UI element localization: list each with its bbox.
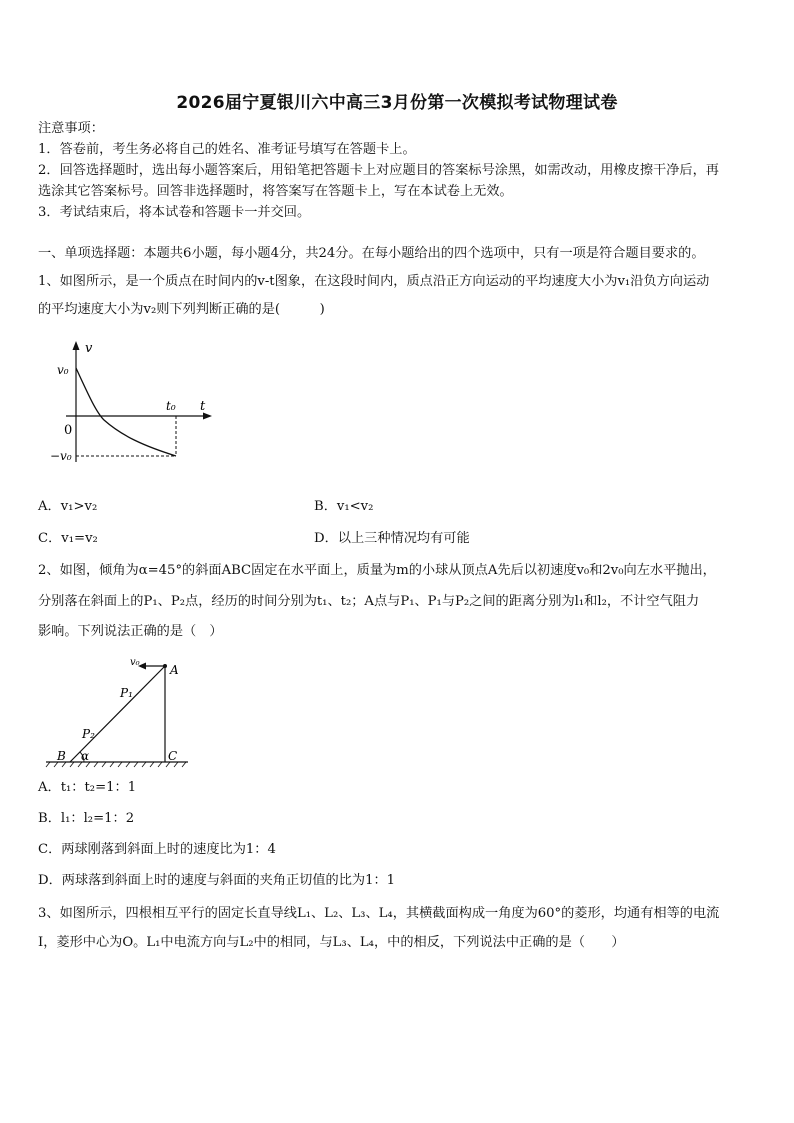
notice-item: 1．答卷前，考生务必将自己的姓名、准考证号填写在答题卡上。 xyxy=(38,142,416,157)
q1-option-a[interactable]: A．v₁>v₂ xyxy=(38,499,98,514)
t0-label: t₀ xyxy=(166,399,176,413)
q2-stem: 影响。下列说法正确的是（ ） xyxy=(38,624,223,639)
q2-option-a[interactable]: A．t₁：t₂=1：1 xyxy=(38,780,137,795)
q3-stem: 3、如图所示，四根相互平行的固定长直导线L₁、L₂、L₃、L₄，其横截面构成一角度为60°的菱形，均通有相等的电流 xyxy=(38,906,720,921)
alpha-label: α xyxy=(81,749,90,763)
q1-option-b[interactable]: B．v₁<v₂ xyxy=(314,499,374,514)
v-axis-label: v xyxy=(85,341,93,356)
q2-option-d[interactable]: D．两球落到斜面上时的速度与斜面的夹角正切值的比为1：1 xyxy=(38,873,396,888)
origin-label: 0 xyxy=(64,423,73,438)
q1-vt-graph xyxy=(48,338,228,470)
point-a-label: A xyxy=(170,663,179,677)
q1-option-c[interactable]: C．v₁=v₂ xyxy=(38,531,98,546)
point-c-label: C xyxy=(168,749,178,763)
q1-stem: 1、如图所示，是一个质点在时间内的v-t图象，在这段时间内，质点沿正方向运动的平均速度大小为v₁沿负方向运动 xyxy=(38,274,710,289)
q1-stem: 的平均速度大小为v₂则下列判断正确的是( ) xyxy=(38,302,325,317)
vt-curve xyxy=(76,368,176,456)
q3-stem: I，菱形中心为O。L₁中电流方向与L₂中的相同，与L₃、L₄，中的相反，下列说法中正确的是（ ） xyxy=(38,935,625,950)
notice-item: 2．回答选择题时，选出每小题答案后，用铅笔把答题卡上对应题目的答案标号涂黑，如需改动，用橡皮擦干净后，再 xyxy=(38,163,719,178)
v0-label: v₀ xyxy=(57,363,69,377)
q1-option-d[interactable]: D．以上三种情况均有可能 xyxy=(314,531,470,546)
notice-item: 选涂其它答案标号。回答非选择题时，将答案写在答题卡上，写在本试卷上无效。 xyxy=(38,184,513,199)
q2-incline-figure xyxy=(44,656,194,770)
neg-v0-label: −v₀ xyxy=(50,449,72,463)
q2-option-c[interactable]: C．两球刚落到斜面上时的速度比为1：4 xyxy=(38,842,276,857)
notice-item: 3．考试结束后，将本试卷和答题卡一并交回。 xyxy=(38,205,311,220)
p2-label: P₂ xyxy=(82,727,95,741)
q2-option-b[interactable]: B．l₁：l₂=1：2 xyxy=(38,811,135,826)
t-axis-label: t xyxy=(200,399,206,414)
section-heading: 一、单项选择题：本题共6小题，每小题4分，共24分。在每小题给出的四个选项中，只有一项是符合题目要求的。 xyxy=(38,246,705,261)
p1-label: P₁ xyxy=(120,686,133,700)
notice-heading: 注意事项： xyxy=(38,121,104,136)
point-b-label: B xyxy=(57,749,66,763)
q2-stem: 2、如图，倾角为α=45°的斜面ABC固定在水平面上，质量为m的小球从顶点A先后以初速度v₀和2v₀向左水平抛出， xyxy=(38,563,716,578)
incline-ab xyxy=(70,666,165,762)
v-axis-arrow-icon xyxy=(73,341,80,350)
q2-stem: 分别落在斜面上的P₁、P₂点，经历的时间分别为t₁、t₂；A点与P₁、P₁与P₂之间的距离分别为l₁和l₂，不计空气阻力 xyxy=(38,594,700,609)
ground-hatch xyxy=(46,762,186,767)
page-title: 2026届宁夏银川六中高三3月份第一次模拟考试物理试卷 xyxy=(176,93,618,113)
ball xyxy=(163,664,167,668)
v0-label: v₀ xyxy=(130,657,140,668)
